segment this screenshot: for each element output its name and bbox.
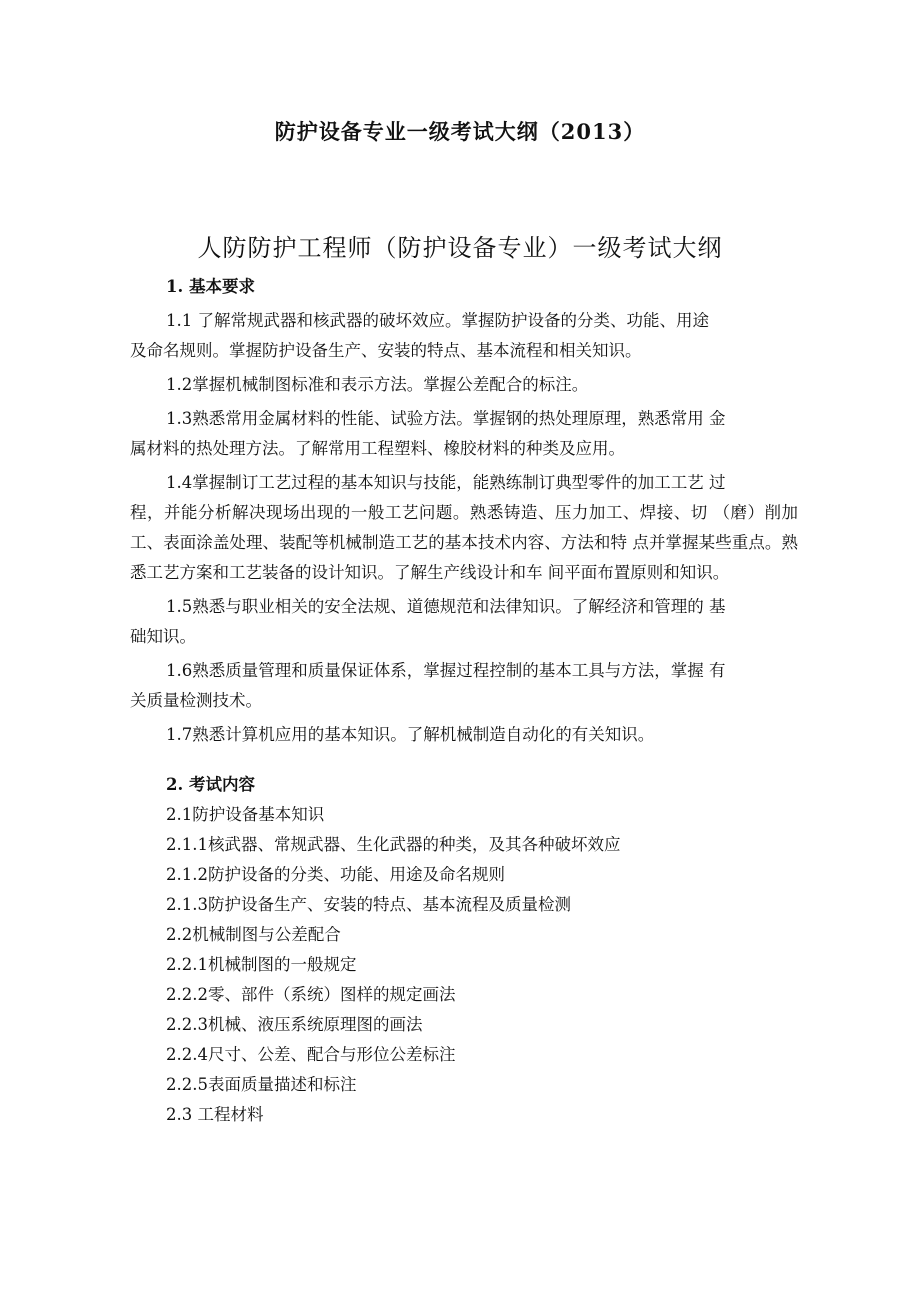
paragraph-1-5: 1.5熟悉与职业相关的安全法规、道德规范和法律知识。了解经济和管理的 基 [166,597,726,616]
section-heading-basic-requirements: 1. 基本要求 [166,277,255,296]
paragraph-1-6-continued: 关质量检测技术。 [130,691,262,710]
paragraph-1-5-continued: 础知识。 [130,627,196,646]
list-item: 2.1.1核武器、常规武器、生化武器的种类，及其各种破坏效应 [166,835,621,854]
paragraph-1-3-continued: 属材料的热处理方法。了解常用工程塑料、橡胶材料的种类及应用。 [130,439,625,458]
document-title: 防护设备专业一级考试大纲（2013） [274,119,646,144]
list-item: 2.2.1机械制图的一般规定 [166,955,357,974]
paragraph-1-3: 1.3熟悉常用金属材料的性能、试验方法。掌握钢的热处理原理，熟悉常用 金 [166,409,726,428]
document-subtitle: 人防防护工程师（防护设备专业）一级考试大纲 [197,234,723,262]
paragraph-1-1: 1.1 了解常规武器和核武器的破坏效应。掌握防护设备的分类、功能、用途 [166,311,709,330]
document-body [130,272,798,1130]
list-item: 2.2.3机械、液压系统原理图的画法 [166,1015,423,1034]
paragraph-1-4-continued: 程，并能分析解决现场出现的一般工艺问题。熟悉铸造、压力加工、焊接、切 （磨）削加工、表面涂盖处理、装配等机械制造工艺的基本技术内容、方法和特 点并掌握某些重点。熟悉工艺方案和工艺装备的设计知识。了解生产线设计和车 间平面布置原则和知识。 [130,503,798,582]
section-heading-exam-content: 2. 考试内容 [166,775,255,794]
paragraph-1-2: 1.2掌握机械制图标准和表示方法。掌握公差配合的标注。 [166,375,589,394]
paragraph-1-1-continued: 及命名规则。掌握防护设备生产、安装的特点、基本流程和相关知识。 [130,341,642,360]
list-item: 2.1.3防护设备生产、安装的特点、基本流程及质量检测 [166,895,571,914]
list-item: 2.1防护设备基本知识 [166,805,325,824]
list-item: 2.1.2防护设备的分类、功能、用途及命名规则 [166,865,505,884]
list-item: 2.2.4尺寸、公差、配合与形位公差标注 [166,1045,456,1064]
paragraph-1-6: 1.6熟悉质量管理和质量保证体系，掌握过程控制的基本工具与方法，掌握 有 [166,661,726,680]
list-item: 2.2.2零、部件（系统）图样的规定画法 [166,985,456,1004]
list-item: 2.2.5表面质量描述和标注 [166,1075,357,1094]
list-item: 2.3 工程材料 [166,1105,264,1124]
list-item: 2.2机械制图与公差配合 [166,925,341,944]
paragraph-1-7: 1.7熟悉计算机应用的基本知识。了解机械制造自动化的有关知识。 [166,725,655,744]
paragraph-1-4: 1.4掌握制订工艺过程的基本知识与技能，能熟练制订典型零件的加工工艺 过 [166,473,726,492]
